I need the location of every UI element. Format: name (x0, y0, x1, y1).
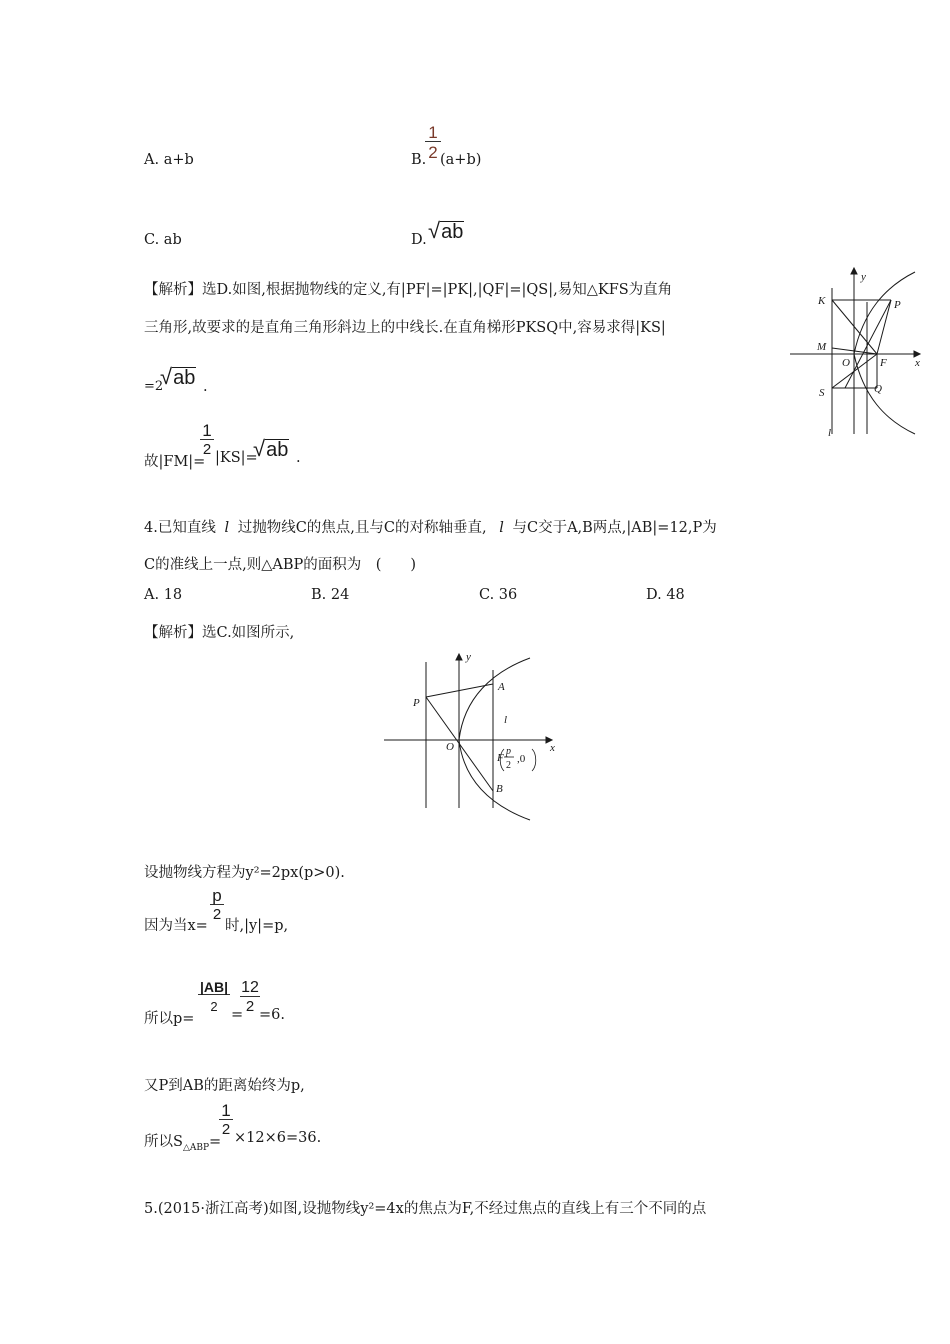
q4-option-a: A. 18 (144, 587, 183, 603)
option-d-sqrt: √ab (428, 218, 464, 243)
label-x: x (550, 742, 555, 754)
q4-line-2: C的准线上一点,则△ABP的面积为 ( ) (144, 557, 417, 573)
option-b-rest: (a+b) (440, 152, 482, 168)
fraction-denominator: 2 (425, 141, 441, 161)
label-o: O (842, 357, 850, 369)
option-c: C. ab (144, 232, 182, 248)
right-paren (532, 749, 536, 771)
parabola-figure-2 (380, 650, 560, 822)
q4-eq-3-eq: = (231, 1007, 244, 1023)
parabola-figure-1 (785, 262, 930, 442)
label-l: l (828, 427, 832, 439)
label-f: F (497, 752, 504, 764)
q4-eq-3-fraction-1 (198, 980, 230, 1013)
q4-eq-3-prefix: 所以p= (144, 1011, 195, 1027)
q4-eq-2-fraction (210, 887, 224, 922)
q4-eq-2-prefix: 因为当x= (144, 918, 208, 934)
q4-eq-5-fraction (219, 1102, 233, 1137)
solution-line-4-mid: |KS|= (215, 450, 258, 466)
label-y: y (466, 651, 471, 663)
q4-solution-label: 【解析】选C.如图所示, (144, 625, 295, 641)
solution-line-3-prefix: =2 (144, 379, 164, 394)
solution-line-2: 三角形,故要求的是直角三角形斜边上的中线长.在直角梯形PKSQ中,容易求得|KS| (144, 320, 666, 336)
fraction-numerator: 1 (202, 421, 212, 440)
fraction-denominator: 2 (198, 994, 230, 1013)
solution-line-4-prefix: 故|FM|= (144, 454, 206, 470)
fraction-numerator: |AB| (199, 979, 229, 995)
q4-eq-5 (144, 1130, 221, 1153)
solution-line-3-sqrt: √ab (160, 364, 196, 389)
q4-option-b: B. 24 (311, 587, 350, 603)
q4-eq-3-rest: =6. (259, 1007, 285, 1023)
fraction-numerator: 12 (241, 979, 259, 996)
solution-line-4-sqrt: √ab (253, 436, 289, 461)
label-f: F (880, 357, 887, 369)
fraction-denominator: 2 (219, 1119, 233, 1137)
fraction-denominator: 2 (210, 904, 224, 922)
fraction-denominator: 2 (200, 439, 214, 457)
radicand: ab (173, 367, 196, 389)
option-d-prefix: D. (411, 232, 427, 248)
solution-line-4-end: . (296, 450, 301, 466)
q4-eq-5-rest: ×12×6=36. (234, 1130, 322, 1146)
q5-line-1: 5.(2015·浙江高考)如图,设抛物线y²=4x的焦点为F,不经过焦点的直线上有三个不同的点 (144, 1201, 707, 1217)
option-b-prefix: B. (411, 152, 427, 168)
option-b-fraction (425, 124, 441, 161)
solution-line-3-end: . (203, 379, 208, 395)
q4-eq-5-prefix: 所以S (144, 1134, 183, 1150)
fraction-numerator: 1 (428, 123, 438, 142)
label-y: y (861, 271, 866, 283)
q4-line-1-c: 与C交于A,B两点,|AB|=12,P为 (512, 520, 717, 536)
q4-option-c: C. 36 (479, 587, 518, 603)
segment-ps (845, 300, 891, 388)
label-s: S (819, 387, 825, 399)
fraction-numerator: 1 (221, 1101, 231, 1120)
q4-eq-3-fraction-2 (240, 980, 260, 1014)
q4-option-d: D. 48 (646, 587, 685, 603)
option-a: A. a+b (144, 152, 194, 168)
label-p-numerator: p (506, 746, 511, 757)
radicand: ab (441, 221, 464, 243)
solution-line-4-fraction (200, 422, 214, 457)
fraction-numerator: p (212, 886, 222, 905)
label-o: O (446, 741, 454, 753)
label-a: A (498, 681, 505, 693)
label-zero: ,0 (517, 753, 526, 765)
q4-eq-2-rest: 时,|y|=p, (225, 918, 289, 934)
solution-line-1: 【解析】选D.如图,根据抛物线的定义,有|PF|=|PK|,|QF|=|QS|,易知△KFS为直角 (144, 282, 673, 298)
y-axis-arrow (456, 654, 462, 660)
label-p: P (894, 299, 901, 311)
q4-line-1-l1: l (224, 520, 230, 536)
label-q: Q (874, 383, 882, 395)
label-l: l (504, 714, 508, 726)
label-x: x (915, 357, 920, 369)
label-m: M (817, 341, 827, 353)
q4-eq-1: 设抛物线方程为y²=2px(p>0). (144, 865, 345, 881)
segment-pf (877, 300, 891, 354)
q4-line-1-a: 4.已知直线 (144, 520, 216, 536)
label-two: 2 (506, 760, 511, 771)
radicand: ab (266, 439, 289, 461)
label-p: P (413, 697, 420, 709)
parabola-curve (459, 658, 530, 820)
y-axis-arrow (851, 268, 857, 274)
q4-line-1-b: 过抛物线C的焦点,且与C的对称轴垂直, (237, 520, 487, 536)
q4-eq-4: 又P到AB的距离始终为p, (144, 1078, 305, 1094)
q4-eq-5-sub: △ABP (182, 1142, 210, 1153)
fraction-denominator: 2 (240, 996, 260, 1014)
q4-line-1-l2: l (499, 520, 504, 536)
q4-eq-5-eq: = (209, 1134, 222, 1150)
q4-line-1 (144, 516, 717, 537)
label-b: B (496, 783, 503, 795)
label-k: K (818, 295, 826, 307)
